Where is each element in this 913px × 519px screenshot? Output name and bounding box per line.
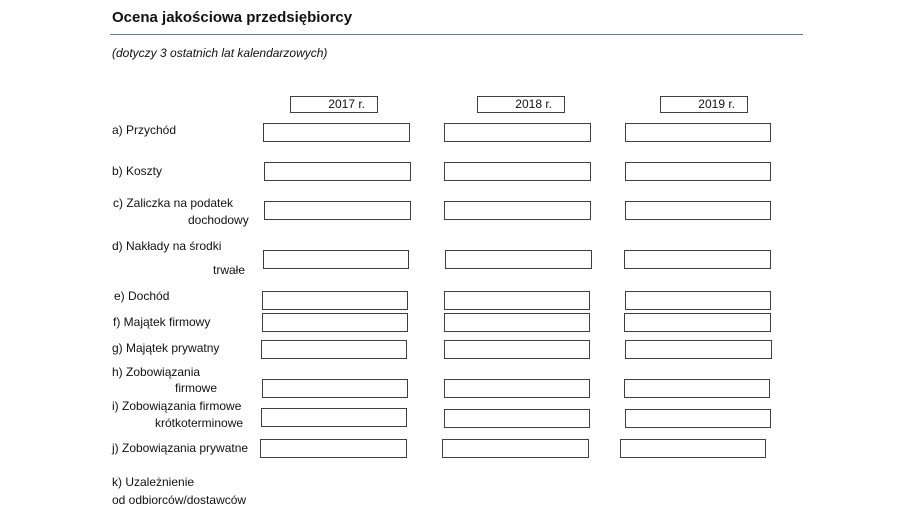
zaliczka-2018-input[interactable] (444, 201, 591, 220)
dochod-2019-input[interactable] (625, 291, 771, 310)
koszty-2019-input[interactable] (625, 162, 771, 181)
zobowiazania-krotkoterminowe-2019-input[interactable] (625, 409, 771, 428)
przychod-2017-input[interactable] (263, 123, 410, 142)
row-label-zobowiazania-firmowe: h) Zobowiązania (112, 365, 201, 379)
row-label-zaliczka-cont: dochodowy (188, 213, 249, 227)
majatek-prywatny-2018-input[interactable] (444, 340, 590, 359)
zobowiazania-prywatne-2019-input[interactable] (620, 439, 766, 458)
row-label-przychod: a) Przychód (112, 123, 177, 137)
year-header-2017: 2017 r. (290, 96, 378, 113)
year-header-2018: 2018 r. (477, 96, 565, 113)
przychod-2018-input[interactable] (444, 123, 591, 142)
row-label-naklady: d) Nakłady na środki (112, 239, 222, 253)
row-label-zobowiazania-firmowe-cont: firmowe (175, 381, 218, 395)
row-label-zobowiazania-krotkoterminowe: i) Zobowiązania firmowe (112, 399, 242, 413)
row-label-zaliczka: c) Zaliczka na podatek (113, 196, 234, 210)
majatek-firmowy-2019-input[interactable] (624, 313, 771, 332)
przychod-2019-input[interactable] (625, 123, 771, 142)
koszty-2017-input[interactable] (264, 162, 411, 181)
majatek-prywatny-2019-input[interactable] (625, 340, 772, 359)
zaliczka-2019-input[interactable] (625, 201, 771, 220)
naklady-2018-input[interactable] (445, 250, 592, 269)
row-label-zobowiazania-krotkoterminowe-cont: krótkoterminowe (155, 416, 244, 430)
zobowiazania-krotkoterminowe-2018-input[interactable] (444, 409, 590, 428)
form-title: Ocena jakościowa przedsiębiorcy (112, 9, 353, 26)
row-label-zobowiazania-prywatne: j) Zobowiązania prywatne (112, 441, 249, 455)
row-label-majatek-prywatny: g) Majątek prywatny (112, 341, 220, 355)
row-label-dochod: e) Dochód (114, 289, 170, 303)
koszty-2018-input[interactable] (444, 162, 591, 181)
row-label-uzaleznienie: k) Uzależnienie (112, 475, 195, 489)
majatek-prywatny-2017-input[interactable] (261, 340, 407, 359)
form-subtitle: (dotyczy 3 ostatnich lat kalendarzowych) (112, 46, 328, 60)
majatek-firmowy-2018-input[interactable] (444, 313, 590, 332)
zobowiazania-krotkoterminowe-2017-input[interactable] (261, 408, 407, 427)
zobowiazania-firmowe-2017-input[interactable] (262, 379, 408, 398)
naklady-2019-input[interactable] (624, 250, 771, 269)
zobowiazania-prywatne-2017-input[interactable] (260, 439, 407, 458)
zobowiazania-firmowe-2019-input[interactable] (624, 379, 770, 398)
zaliczka-2017-input[interactable] (264, 201, 411, 220)
majatek-firmowy-2017-input[interactable] (262, 313, 408, 332)
title-underline (110, 34, 803, 35)
dochod-2017-input[interactable] (262, 291, 408, 310)
row-label-koszty: b) Koszty (112, 164, 163, 178)
year-header-2019: 2019 r. (660, 96, 748, 113)
row-label-uzaleznienie-cont: od odbiorców/dostawców (112, 493, 247, 507)
zobowiazania-prywatne-2018-input[interactable] (442, 439, 589, 458)
dochod-2018-input[interactable] (444, 291, 590, 310)
naklady-2017-input[interactable] (263, 250, 409, 269)
row-label-majatek-firmowy: f) Majątek firmowy (113, 315, 211, 329)
zobowiazania-firmowe-2018-input[interactable] (444, 379, 590, 398)
row-label-naklady-cont: trwałe (213, 263, 246, 277)
